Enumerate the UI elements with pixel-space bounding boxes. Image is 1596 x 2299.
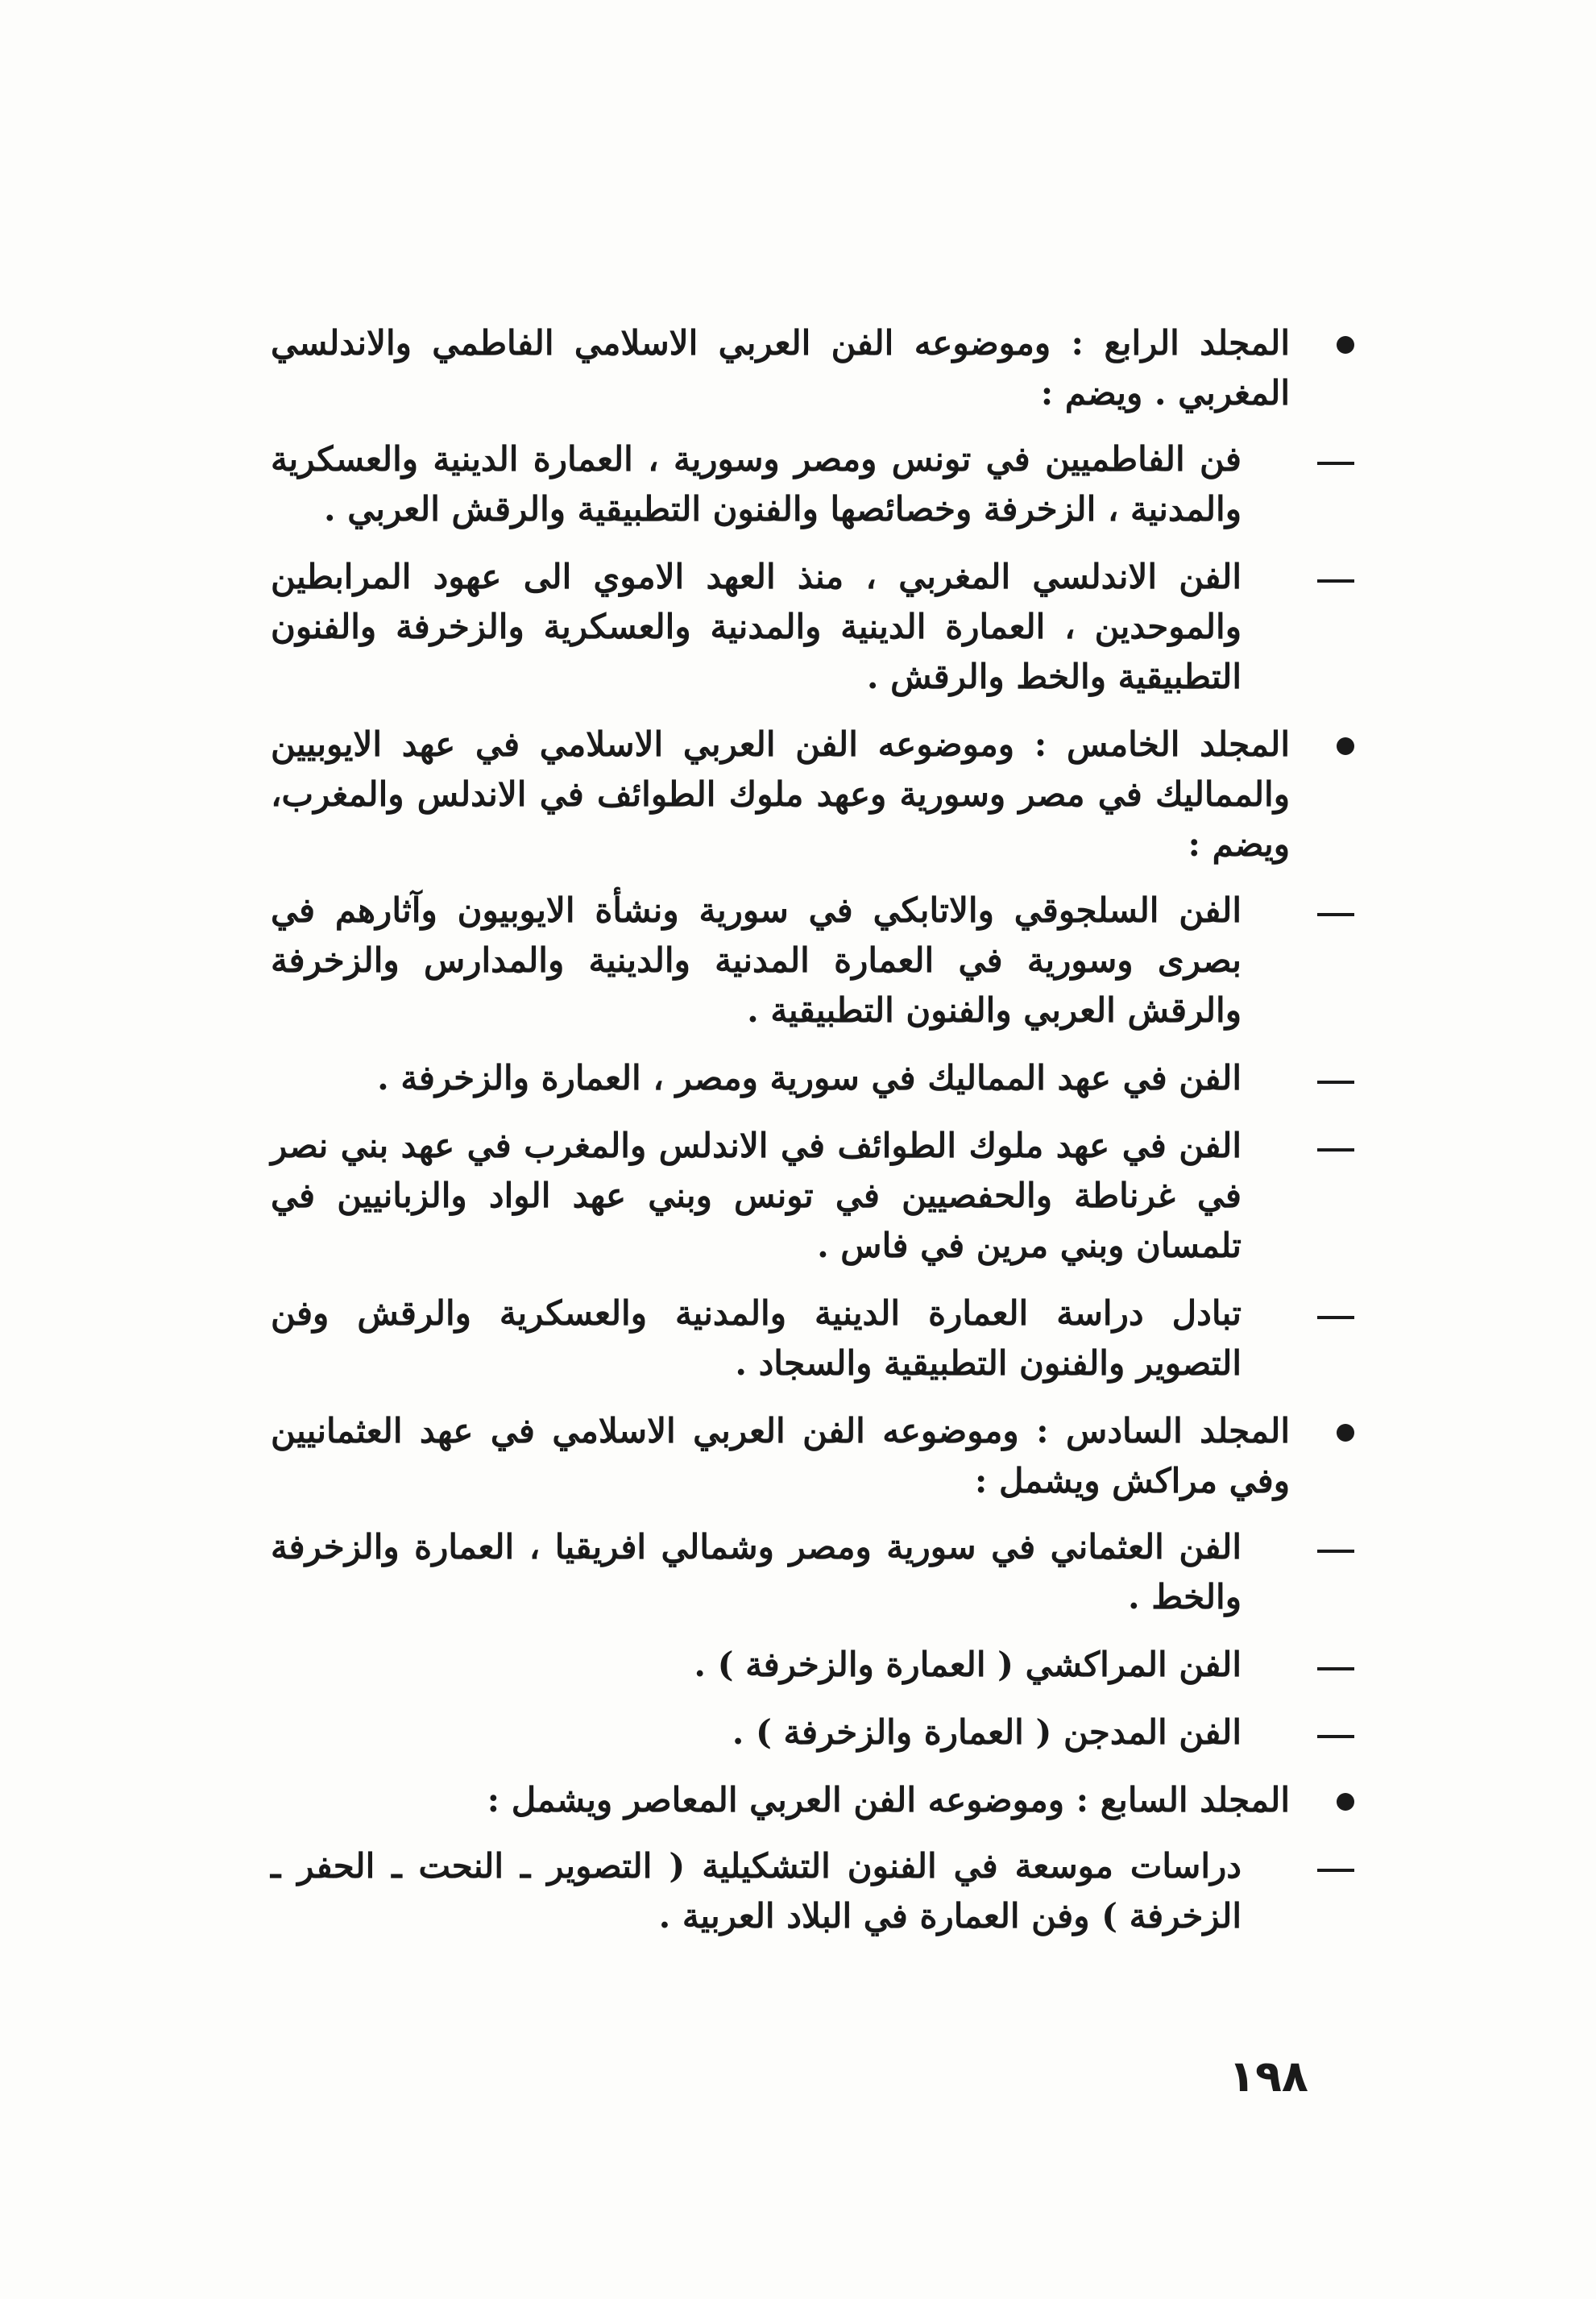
dash-icon [1317, 462, 1354, 465]
list-item-text: الفن السلجوقي والاتابكي في سورية ونشأة الايوبيون وآثارهم في بصرى وسورية في العمارة المدنية والدينية والمدارس والزخرفة والرقش العربي والفنون التطبيقية . [271, 890, 1242, 1030]
volume-entry [271, 1406, 1354, 1506]
volume-heading: المجلد السادس : وموضوعه الفن العربي الاسلامي في عهد العثمانيين وفي مراكش ويشمل : [271, 1411, 1290, 1500]
page-number: ١٩٨ [1229, 2051, 1308, 2102]
list-item [271, 1121, 1354, 1271]
dash-icon [1317, 1316, 1354, 1319]
dash-icon [1317, 1735, 1354, 1738]
list-item-text: تبادل دراسة العمارة الدينية والمدنية والعسكرية والرقش وفن التصوير والفنون التطبيقية والسجاد . [271, 1293, 1242, 1383]
dash-icon [1317, 1550, 1354, 1553]
list-item [271, 552, 1354, 702]
bullet-icon [1337, 1424, 1354, 1442]
bullet-icon [1337, 336, 1354, 354]
list-item [271, 1522, 1354, 1622]
list-item-text: الفن الاندلسي المغربي ، منذ العهد الاموي الى عهود المرابطين والموحدين ، العمارة الدينية والمدنية والعسكرية والزخرفة والفنون التطبيقية والخط والرقش . [271, 557, 1242, 696]
list-item-text: الفن المدجن ( العمارة والزخرفة ) . [732, 1712, 1242, 1752]
dash-icon [1317, 1081, 1354, 1084]
list-item-text: الفن المراكشي ( العمارة والزخرفة ) . [694, 1645, 1242, 1684]
list-item [271, 1640, 1354, 1690]
volume-heading: المجلد السابع : وموضوعه الفن العربي المعاصر ويشمل : [487, 1780, 1290, 1820]
dash-icon [1317, 1869, 1354, 1872]
dash-icon [1317, 579, 1354, 583]
volume-entry [271, 1775, 1354, 1825]
list-item-text: دراسات موسعة في الفنون التشكيلية ( التصوير ـ النحت ـ الحفر ـ الزخرفة ) وفن العمارة في البلاد العربية . [271, 1846, 1242, 1936]
volume-heading: المجلد الخامس : وموضوعه الفن العربي الاسلامي في عهد الايوبيين والمماليك في مصر وسورية وعهد ملوك الطوائف في الاندلس والمغرب، ويضم : [271, 724, 1290, 864]
list-item [271, 434, 1354, 534]
list-item [271, 1289, 1354, 1388]
list-item [271, 1841, 1354, 1941]
list-item [271, 1708, 1354, 1757]
list-item-text: فن الفاطميين في تونس ومصر وسورية ، العمارة الدينية والعسكرية والمدنية ، الزخرفة وخصائصها والفنون التطبيقية والرقش العربي . [271, 439, 1242, 529]
page-body [271, 318, 1354, 1959]
list-item-text: الفن في عهد المماليك في سورية ومصر ، العمارة والزخرفة . [377, 1058, 1242, 1098]
volume-entry [271, 720, 1354, 869]
dash-icon [1317, 1148, 1354, 1152]
list-item [271, 1053, 1354, 1103]
list-item [271, 886, 1354, 1035]
bullet-icon [1337, 1793, 1354, 1811]
bullet-icon [1337, 737, 1354, 755]
list-item-text: الفن في عهد ملوك الطوائف في الاندلس والمغرب في عهد بني نصر في غرناطة والحفصيين في تونس وبني عهد الواد والزبانيين في تلمسان وبني مرين في فاس . [271, 1126, 1242, 1265]
volume-entry [271, 318, 1354, 418]
dash-icon [1317, 913, 1354, 916]
list-item-text: الفن العثماني في سورية ومصر وشمالي افريقيا ، العمارة والزخرفة والخط . [271, 1527, 1242, 1616]
volume-heading: المجلد الرابع : وموضوعه الفن العربي الاسلامي الفاطمي والاندلسي المغربي . ويضم : [271, 323, 1290, 413]
dash-icon [1317, 1667, 1354, 1670]
